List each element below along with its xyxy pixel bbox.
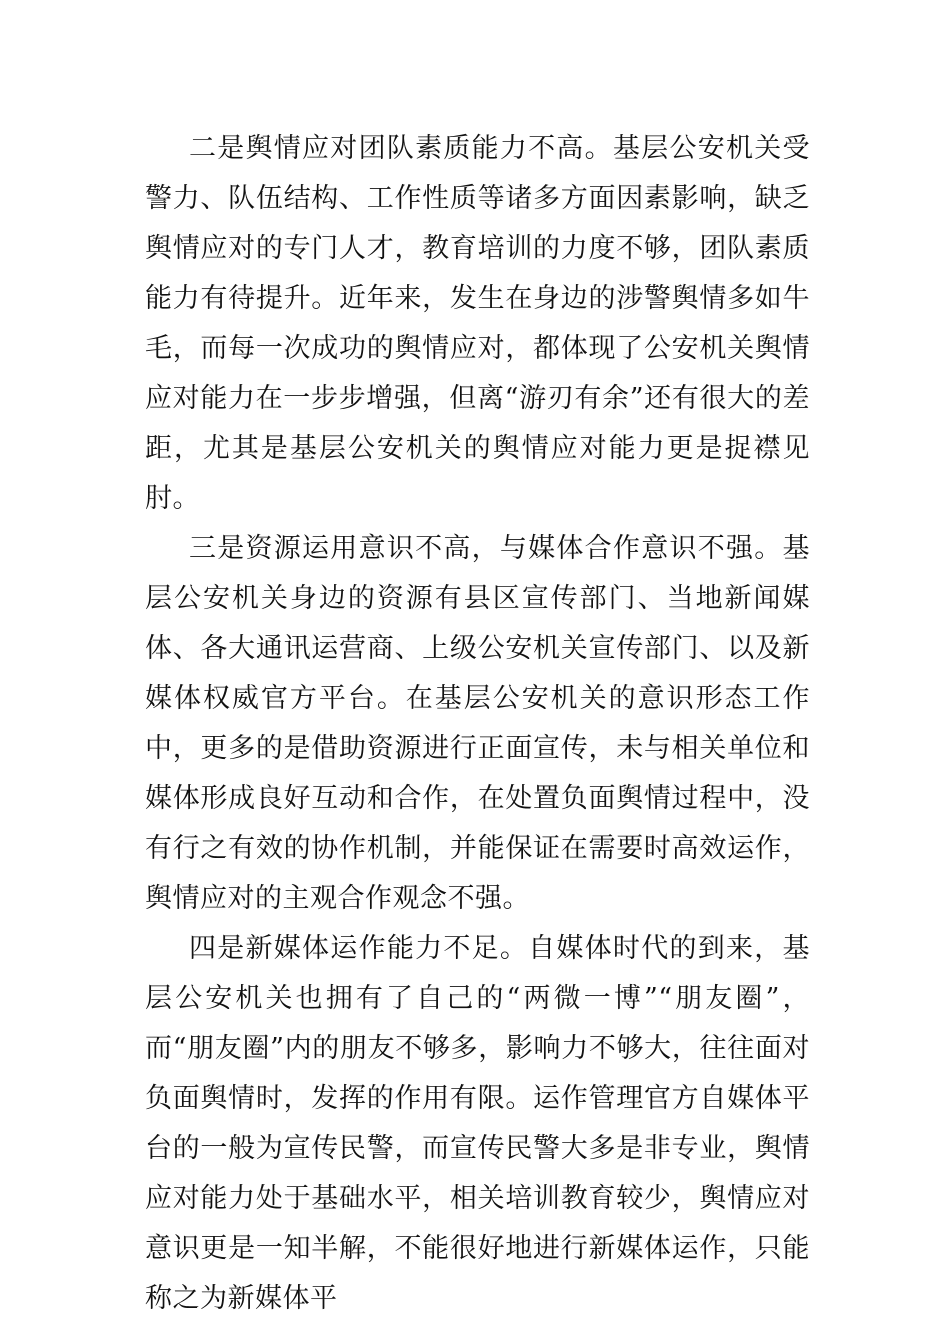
paragraph-resource-usage: 三是资源运用意识不高，与媒体合作意识不强。基层公安机关身边的资源有县区宣传部门、当地新闻媒体、各大通讯运营商、上级公安机关宣传部门、以及新媒体权威官方平台。在基层公安机关的意识形态工作中，更多的是借助资源进行正面宣传，未与相关单位和媒体形成良好互动和合作，在处置负面舆情过程中，没有行之有效的协作机制，并能保证在需要时高效运作，舆情应对的主观合作观念不强。	[145, 533, 810, 914]
document-body	[145, 124, 810, 1324]
paragraph-new-media: 四是新媒体运作能力不足。自媒体时代的到来，基层公安机关也拥有了自己的“两微一博”“朋友圈”，而“朋友圈”内的朋友不够多，影响力不够大，往往面对负面舆情时，发挥的作用有限。运作管理官方自媒体平台的一般为宣传民警，而宣传民警大多是非专业，舆情应对能力处于基础水平，相关培训教育较少，舆情应对意识更是一知半解，不能很好地进行新媒体运作，只能称之为新媒体平	[145, 933, 810, 1314]
paragraph-team-capability: 二是舆情应对团队素质能力不高。基层公安机关受警力、队伍结构、工作性质等诸多方面因素影响，缺乏舆情应对的专门人才，教育培训的力度不够，团队素质能力有待提升。近年来，发生在身边的涉警舆情多如牛毛，而每一次成功的舆情应对，都体现了公安机关舆情应对能力在一步步增强，但离“游刃有余”还有很大的差距，尤其是基层公安机关的舆情应对能力更是捉襟见肘。	[145, 133, 810, 514]
